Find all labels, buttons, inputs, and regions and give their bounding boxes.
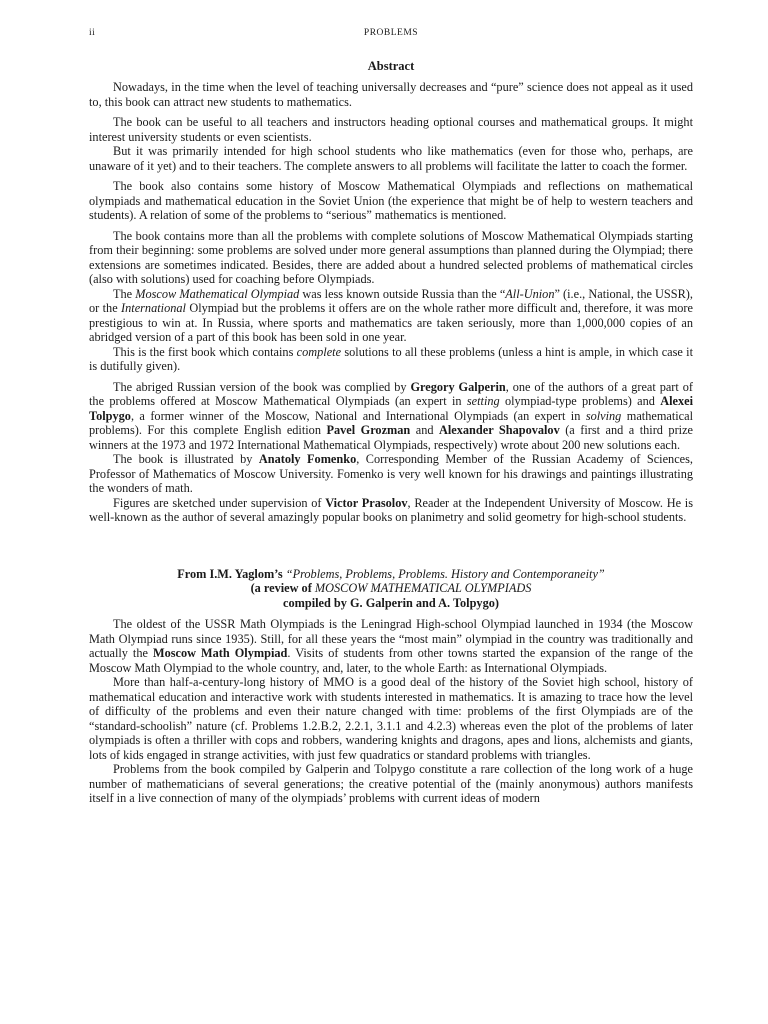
abstract-paragraph-2: The book can be useful to all teachers and instructors heading optional courses and mathematical groups. It might interest university students or even scientists. [89, 115, 693, 144]
review-paragraph-1: The oldest of the USSR Math Olympiads is the Leningrad High-school Olympiad launched in 1934 (the Moscow Math Olympiad runs since 1935). Still, for all these years the “most main” olympiad in the country was traditionally and actually the Moscow Math Olympiad. Visits of students from other towns started the expansion of the range of the Moscow Math Olympiad to the whole country, and, later, to the whole Earth: as International Olympiads. [89, 617, 693, 675]
abstract-paragraph-9: The book is illustrated by Anatoly Fomenko, Corresponding Member of the Russian Academy of Sciences, Professor of Mathematics of Moscow University. Fomenko is very well known for his drawings and paintings illustrating the wonders of math. [89, 452, 693, 495]
abstract-paragraph-4: The book also contains some history of Moscow Mathematical Olympiads and reflections on mathematical olympiads and mathematical education in the Soviet Union (the experience that might be of help to western teachers and students). A relation of some of the problems to “serious” mathematics is mentioned. [89, 179, 693, 222]
page-number: ii [89, 28, 96, 38]
abstract-paragraph-6: The Moscow Mathematical Olympiad was less known outside Russia than the “All-Union” (i.e., National, the USSR), or the International Olympiad but the problems it offers are on the whole rather more difficult and, therefore, it was more prestigious to win at. In Russia, where sports and mathematics are taken seriously, more than 1,000,000 copies of an abridged version of a part of this book has been sold in one year. [89, 286, 693, 344]
review-title-line-2: (a review of MOSCOW MATHEMATICAL OLYMPIADS [250, 581, 532, 595]
review-title [89, 567, 693, 611]
abstract-paragraph-10: Figures are sketched under supervision of Victor Prasolov, Reader at the Independent University of Moscow. He is well-known as the author of several amazingly popular books on planimetry and solid geometry for high-school students. [89, 495, 693, 524]
abstract-heading: Abstract [367, 59, 415, 73]
abstract-paragraph-8: The abriged Russian version of the book was complied by Gregory Galperin, one of the authors of a great part of the problems offered at Moscow Mathematical Olympiads (an expert in setting olympiad-type problems) and Alexei Tolpygo, a former winner of the Moscow, National and International Olympiads (an expert in solving mathematical problems). For this complete English edition Pavel Grozman and Alexander Shapovalov (a first and a third prize winners at the 1973 and 1972 International Mathematical Olympiads, respectively) wrote about 200 new solutions each. [89, 379, 694, 452]
abstract-paragraph-3: But it was primarily intended for high school students who like mathematics (even for those who, perhaps, are unaware of it yet) and to their teachers. The complete answers to all problems will facilitate the latter to coach the former. [89, 144, 693, 173]
review-paragraph-2: More than half-a-century-long history of MMO is a good deal of the history of the Soviet high school, history of mathematical education and interactive work with students interested in mathematics. It is amazing to trace how the level of difficulty of the problems and even their nature changed with time: problems of the first Olympiads are of the “standard-schoolish” nature (cf. Problems 1.2.B.2, 2.2.1, 3.1.1 and 4.2.3) whereas even the plot of the problems of later olympiads is often a thriller with cops and robbers, wandering knights and dragons, apes and lions, alchemists and giants, lots of kids engaged in strange activities, with just few quadratics or standard problems with triangles. [89, 675, 693, 762]
abstract-paragraph-1: Nowadays, in the time when the level of teaching universally decreases and “pure” science does not appeal as it used to, this book can attract new students to mathematics. [89, 80, 693, 109]
abstract-paragraph-5: The book contains more than all the problems with complete solutions of Moscow Mathematical Olympiads starting from their beginning: some problems are solved under more general assumptions than planned during the Olympiad; there extensions are sometimes indicated. Besides, there are added about a hundred selected problems of mathematical circles (also with solutions) used for coaching before Olympiads. [89, 228, 693, 286]
review-title-line-3: compiled by G. Galperin and A. Tolpygo) [283, 595, 499, 610]
page-header [89, 28, 693, 42]
review-paragraph-3: Problems from the book compiled by Galperin and Tolpygo constitute a rare collection of the long work of a huge number of mathematicians of several generations; the creative potential of the (mainly anonymous) authors manifests itself in a live connection of many of the olympiads’ problems with current ideas of modern [89, 762, 693, 805]
review-title-line-1: From I.M. Yaglom’s “Problems, Problems, Problems. History and Contemporaneity” [177, 566, 605, 581]
document-page [89, 28, 693, 806]
abstract-paragraph-7: This is the first book which contains complete solutions to all these problems (unless a hint is ample, in which case it is dutifully given). [89, 344, 693, 373]
running-head: PROBLEMS [363, 28, 419, 38]
